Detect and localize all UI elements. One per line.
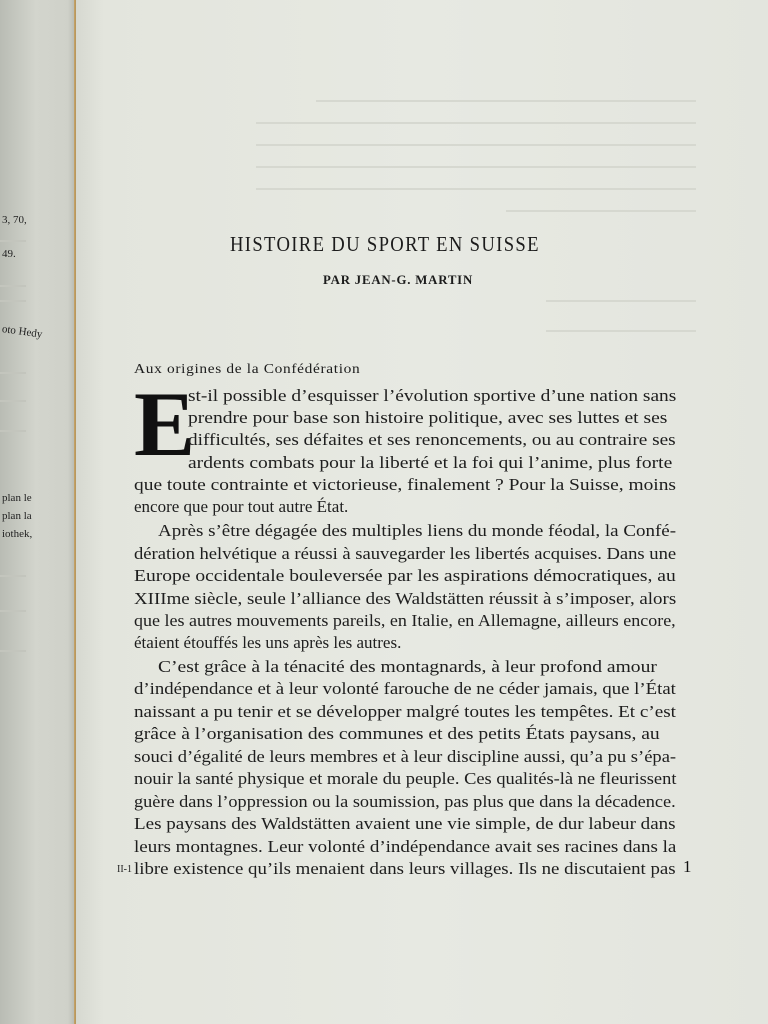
left-page-fragment: plan le [2,492,32,504]
body-line: prendre pour base son histoire politique, avec ses luttes et ses [188,408,668,427]
article-title: HISTOIRE DU SPORT EN SUISSE [230,232,540,256]
body-line: souci d’égalité de leurs membres et à leur discipline aussi, qu’a pu s’épa- [134,747,677,766]
body-line: libre existence qu’ils menaient dans leurs villages. Ils ne discutaient pas [134,859,676,878]
body-line: difficultés, ses défaites et ses renoncements, ou au contraire ses [188,430,676,449]
body-line: ardents combats pour la liberté et la foi qui l’anime, plus forte [188,453,673,472]
body-line: leurs montagnes. Leur volonté d’indépendance avait ses racines dans la [134,837,677,856]
body-line: étaient étouffés les uns après les autres. [134,633,402,652]
body-line: Après s’être dégagée des multiples liens du monde féodal, la Confé- [158,521,677,540]
left-page-fragment: oto Hedy [1,323,44,341]
left-page-fragment: iothek, [2,528,33,540]
body-line: Europe occidentale bouleversée par les aspirations démocratiques, au [134,566,676,585]
body-line: C’est grâce à la ténacité des montagnards, à leur profond amour [158,657,657,676]
body-line: nouir la santé physique et morale du peuple. Ces qualités-là ne fleurissent [134,769,677,788]
page-number: 1 [683,857,692,876]
left-facing-page [0,0,80,1024]
body-line: grâce à l’organisation des communes et des petits États paysans, au [134,724,660,743]
section-heading: Aux origines de la Confédération [134,362,361,377]
body-line: que toute contrainte et victorieuse, finalement ? Pour la Suisse, moins [134,475,676,494]
body-line: st-il possible d’esquisser l’évolution sportive d’une nation sans [188,386,677,405]
body-line: XIIIme siècle, seule l’alliance des Waldstätten réussit à s’imposer, alors [134,589,677,608]
body-line: naissant a pu tenir et se développer malgré toutes les tempêtes. Et c’est [134,702,676,721]
left-page-fragment: 3, 70, [2,214,27,226]
left-page-fragment: 49. [2,248,16,260]
left-page-fragment: plan la [2,510,32,522]
body-line: encore que pour tout autre État. [134,497,349,516]
body-line: Les paysans des Waldstätten avaient une vie simple, de dur labeur dans [134,814,676,833]
signature-mark: II-1 [117,864,132,875]
body-line: que les autres mouvements pareils, en Italie, en Allemagne, ailleurs encore, [134,611,676,630]
drop-cap: E [134,373,196,475]
body-line: guère dans l’oppression ou la soumission, pas plus que dans la décadence. [134,792,676,811]
body-line: dération helvétique a réussi à sauvegarder les libertés acquises. Dans une [134,544,677,563]
article-author: PAR JEAN-G. MARTIN [323,272,473,287]
body-line: d’indépendance et à leur volonté farouche de ne céder jamais, que l’État [134,679,676,698]
